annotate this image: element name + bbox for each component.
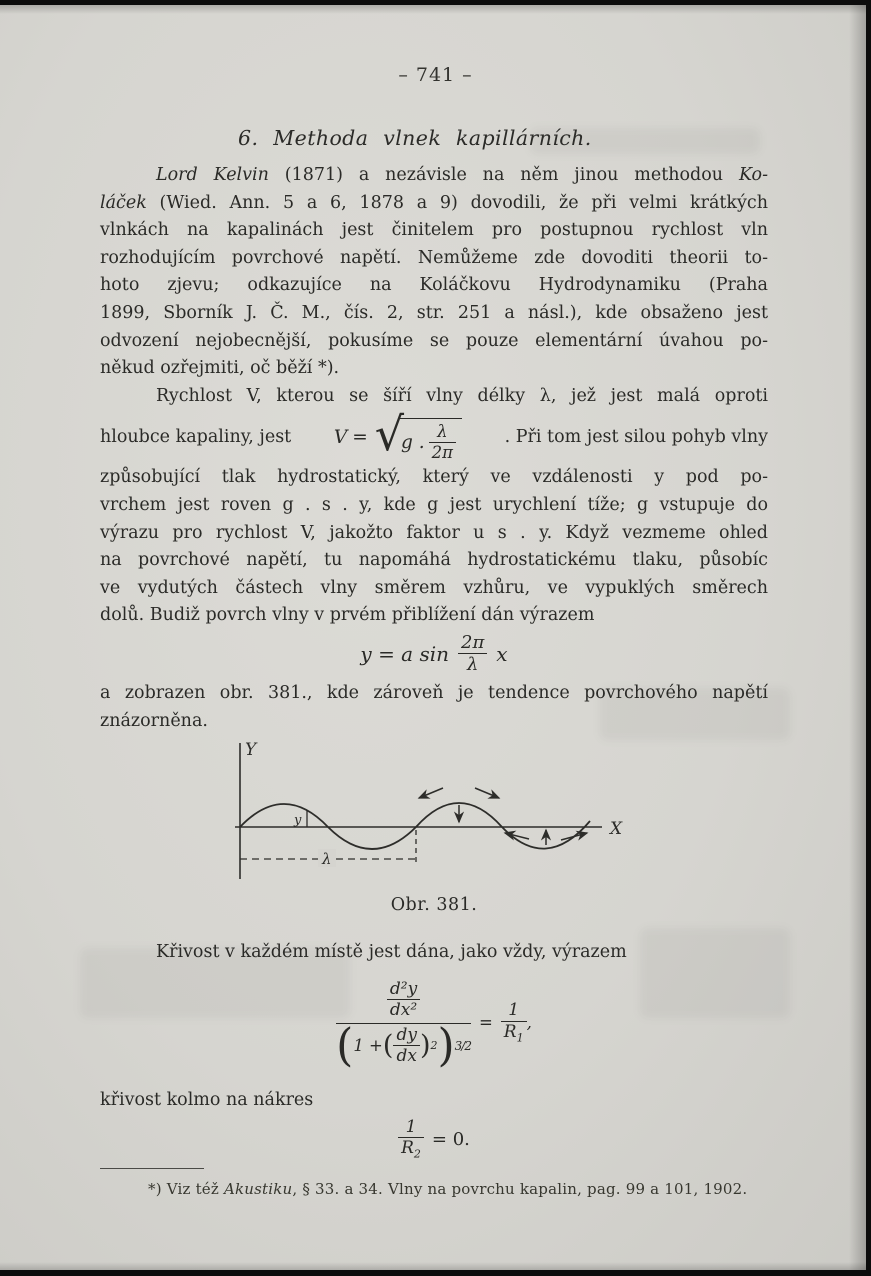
crest-tension-arrow-left — [419, 788, 443, 798]
velocity-formula: V = √ g . λ 2π — [334, 413, 462, 462]
body-line: vlnkách na kapalinách jest činitelem pro postupnou rychlost vln — [100, 220, 768, 241]
scan-edge-bottom — [0, 1270, 871, 1276]
footnote: *) Viz též Akustiku, § 33. a 34. Vlny na povrchu kapalin, pag. 99 a 101, 1902. — [148, 1180, 748, 1199]
inner-exponent: 2 — [430, 1039, 438, 1053]
velocity-symbol: V — [333, 426, 348, 448]
radius-fraction: $\frac{1}{R_1}$ — [501, 1001, 527, 1044]
person-name: Lord Kelvin — [156, 165, 269, 185]
perpendicular-curvature-equation: $\frac{1}{R_2}$ = 0. — [100, 1116, 768, 1162]
sine-wave-equation: y = a sin 2π λ x — [360, 631, 508, 676]
wave-diagram-svg — [230, 737, 650, 887]
body-line: znázorněna. — [100, 710, 208, 731]
trough-tension-arrow-right — [561, 833, 587, 840]
body-line: Rychlost V, kterou se šíří vlny délky λ, jež jest malá oproti — [156, 385, 768, 406]
footnote-marker: *) — [148, 1180, 162, 1199]
body-line: hoto zjevu; odkazujíce na Koláčkovu Hydrodynamiku (Praha — [100, 275, 768, 296]
body-text — [100, 162, 768, 1198]
body-line: odvození nejobecnější, pokusíme se pouze elementární úvahou po- — [100, 330, 768, 351]
body-line: někud ozřejmiti, oč běží *). — [100, 358, 340, 379]
trough-tension-arrow-left — [505, 833, 529, 839]
outer-exponent: 3/2 — [454, 1038, 471, 1053]
body-line: dolů. Budiž povrch vlny v prvém přiblížení dán výrazem — [100, 605, 595, 626]
person-name: láček — [100, 192, 147, 213]
body-line: ve vydutých částech vlny směrem vzhůru, ve vypuklých směrech — [100, 577, 768, 598]
fraction: 2π λ — [458, 633, 487, 675]
wavelength-label: λ — [322, 850, 332, 869]
sine-wave-curve — [240, 803, 590, 849]
first-derivative-fraction: dy dx — [393, 1026, 420, 1066]
body-line: rozhodujícím povrchové napětí. Nemůžeme zde dovoditi theorii to- — [100, 247, 768, 268]
ordinate-label: y — [294, 813, 302, 829]
section-title: 6. Methoda vlnek kapillárních. — [238, 126, 592, 150]
figure-wave-diagram — [230, 737, 650, 887]
body-line: vrchem jest roven g . s . y, kde g jest urychlení tíže; g vstupuje do — [100, 494, 768, 515]
crest-tension-arrow-right — [475, 788, 499, 798]
body-line: a zobrazen obr. 381., kde zároveň je tendence povrchového napětí — [100, 682, 768, 703]
body-line: výrazu pro rychlost V, jakožto faktor u s . y. Když vezmeme ohled — [100, 522, 768, 543]
body-line: na povrchové napětí, tu napomáhá hydrostatickému tlaku, působíc — [100, 550, 768, 571]
body-line: Lord Kelvin (1871) a nezávisle na něm jinou methodou Ko- — [156, 165, 768, 185]
body-line: 1899, Sborník J. Č. M., čís. 2, str. 251 a násl.), kde obsaženo jest — [100, 302, 768, 323]
curvature-equation: $\frac{\text{d²y}}{\text{dx²}}$ ( 1 + ( dy dx ) 2 ) 3/2 = $\frac{1}{R_1}$ , — [336, 978, 532, 1072]
formula-prefix-text: hloubce kapaliny, jest — [100, 427, 292, 448]
scan-edge-right — [866, 0, 871, 1276]
velocity-formula-line — [100, 407, 768, 462]
radicand: g . λ 2π — [399, 418, 462, 462]
figure-caption: Obr. 381. — [390, 895, 478, 916]
radius-fraction: $\frac{1}{R_2}$ — [398, 1118, 424, 1161]
fraction: λ 2π — [429, 423, 456, 462]
body-line: Křivost v každém místě jest dána, jako vždy, výrazem — [156, 942, 627, 963]
person-name: Ko- — [738, 165, 768, 185]
y-axis-label: Y — [245, 740, 257, 761]
body-line: křivost kolmo na nákres — [100, 1089, 314, 1110]
curvature-denominator: ( 1 + ( dy dx ) 2 ) 3/2 — [336, 1019, 471, 1072]
curvature-fraction — [336, 978, 471, 1072]
square-root — [374, 407, 462, 462]
body-line: láček (Wied. Ann. 5 a 6, 1878 a 9) dovodili, že při velmi krátkých — [100, 192, 768, 213]
bleed-through-smudge — [530, 128, 760, 154]
radical-sign: √ — [374, 407, 405, 462]
body-line: způsobující tlak hydrostatický, který ve vzdálenosti y pod po- — [100, 467, 768, 488]
work-title: Akustiku — [223, 1180, 293, 1199]
formula-suffix-text: . Při tom jest silou pohyb vlny — [504, 427, 768, 448]
x-axis-label: X — [610, 819, 623, 840]
page-number: – 741 – — [398, 64, 473, 86]
second-derivative-fraction: $\frac{\text{d²y}}{\text{dx²}}$ — [387, 980, 420, 1023]
scan-edge-top — [0, 0, 871, 5]
footnote-rule — [100, 1168, 204, 1169]
